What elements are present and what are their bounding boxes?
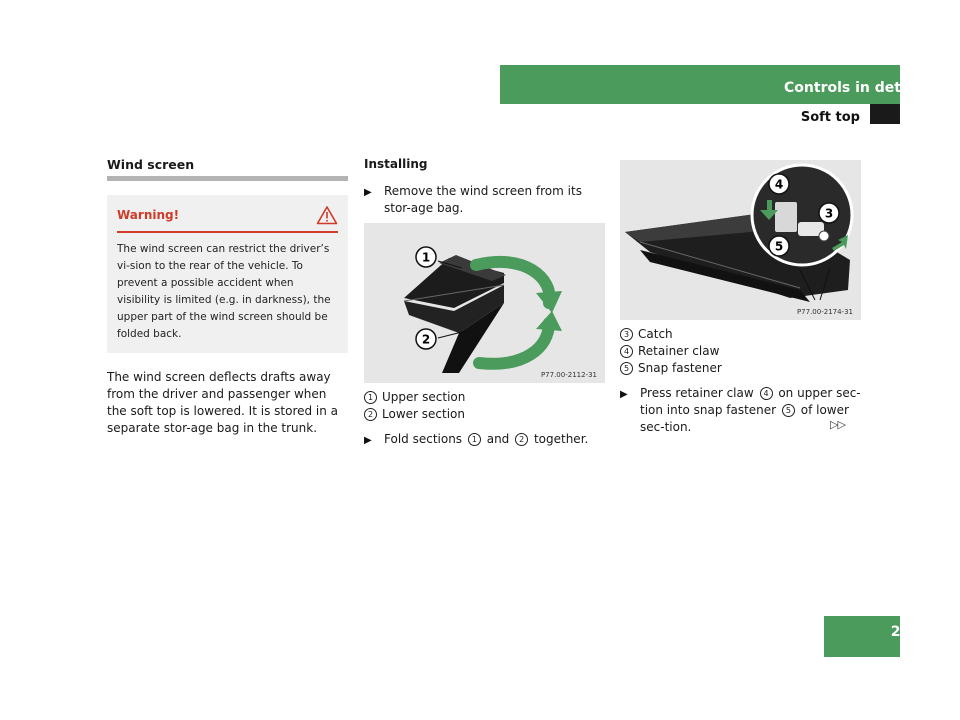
installing-heading: Installing	[364, 157, 428, 171]
legend-item	[620, 360, 861, 377]
warning-box	[107, 195, 348, 353]
right-column	[620, 160, 861, 436]
step-press	[620, 385, 861, 436]
page-number-box	[824, 616, 900, 657]
description-paragraph: The wind screen deflects drafts away from the driver and passenger when the soft top is lowered. It is stored in a separate stor-age bag in the trunk.	[107, 370, 339, 435]
wind-screen-heading: Wind screen	[107, 157, 195, 172]
warning-text: The wind screen can restrict the driver’s vi-sion to the rear of the vehicle. To prevent a possible accident when visibility is limited (e.g. in darkness), the upper part of the wind screen should be folded back.	[117, 243, 331, 340]
image-code: P77.00-2174-31	[796, 308, 853, 316]
middle-column	[364, 157, 605, 449]
legend-item	[620, 343, 861, 360]
inline-number: 5	[782, 404, 795, 417]
continued-icon: ▷▷	[830, 418, 845, 431]
heading-rule	[107, 176, 348, 181]
step-remove-text: Remove the wind screen from its stor-age bag.	[384, 184, 582, 215]
step-remove	[364, 183, 605, 217]
callout-2: 2	[421, 332, 431, 347]
retainer-claw-illustration	[620, 160, 861, 320]
fold-diagram	[364, 223, 605, 383]
wind-screen-fold-illustration	[364, 223, 605, 383]
warning-label: Warning!	[117, 208, 180, 222]
legend-item	[364, 389, 605, 406]
step-text: of lower sec-tion.	[640, 403, 849, 434]
section-marker	[870, 104, 900, 124]
page-number: 261	[890, 624, 920, 640]
bullet-arrow-icon: ▶	[364, 187, 372, 198]
step-fold-text	[384, 431, 588, 449]
step-text: together.	[533, 432, 589, 446]
legend-item	[364, 406, 605, 423]
legend-label: Snap fastener	[638, 361, 722, 375]
step-text: Press retainer claw	[640, 386, 754, 400]
legend-label: Retainer claw	[638, 344, 720, 358]
retainer-diagram	[620, 160, 861, 320]
warning-header	[117, 205, 338, 233]
legend-label: Catch	[638, 327, 673, 341]
legend-label: Upper section	[382, 390, 466, 404]
step-text: on upper sec-tion into snap fastener	[640, 386, 861, 417]
bullet-arrow-icon: ▶	[364, 435, 372, 446]
bullet-arrow-icon: ▶	[620, 389, 628, 400]
warning-triangle-icon	[316, 205, 338, 225]
left-column	[107, 157, 348, 437]
inline-number: 1	[468, 433, 481, 446]
legend-number: 4	[620, 345, 633, 358]
legend-number: 2	[364, 408, 377, 421]
callout-3: 3	[824, 206, 834, 221]
step-text: Fold sections	[384, 432, 463, 446]
legend-number: 1	[364, 391, 377, 404]
legend-number: 3	[620, 328, 633, 341]
callout-1: 1	[421, 250, 431, 265]
step-text: and	[486, 432, 510, 446]
callout-4: 4	[774, 177, 784, 192]
step-press-text	[640, 385, 861, 436]
section-title: Soft top	[800, 110, 860, 125]
step-fold	[364, 431, 605, 449]
image-code: P77.00-2112-31	[540, 371, 597, 379]
inline-number: 2	[515, 433, 528, 446]
callout-5: 5	[774, 239, 784, 254]
inline-number: 4	[760, 387, 773, 400]
legend-number: 5	[620, 362, 633, 375]
legend-item	[620, 326, 861, 343]
chapter-title: Controls in detail	[784, 80, 920, 96]
legend-label: Lower section	[382, 407, 465, 421]
